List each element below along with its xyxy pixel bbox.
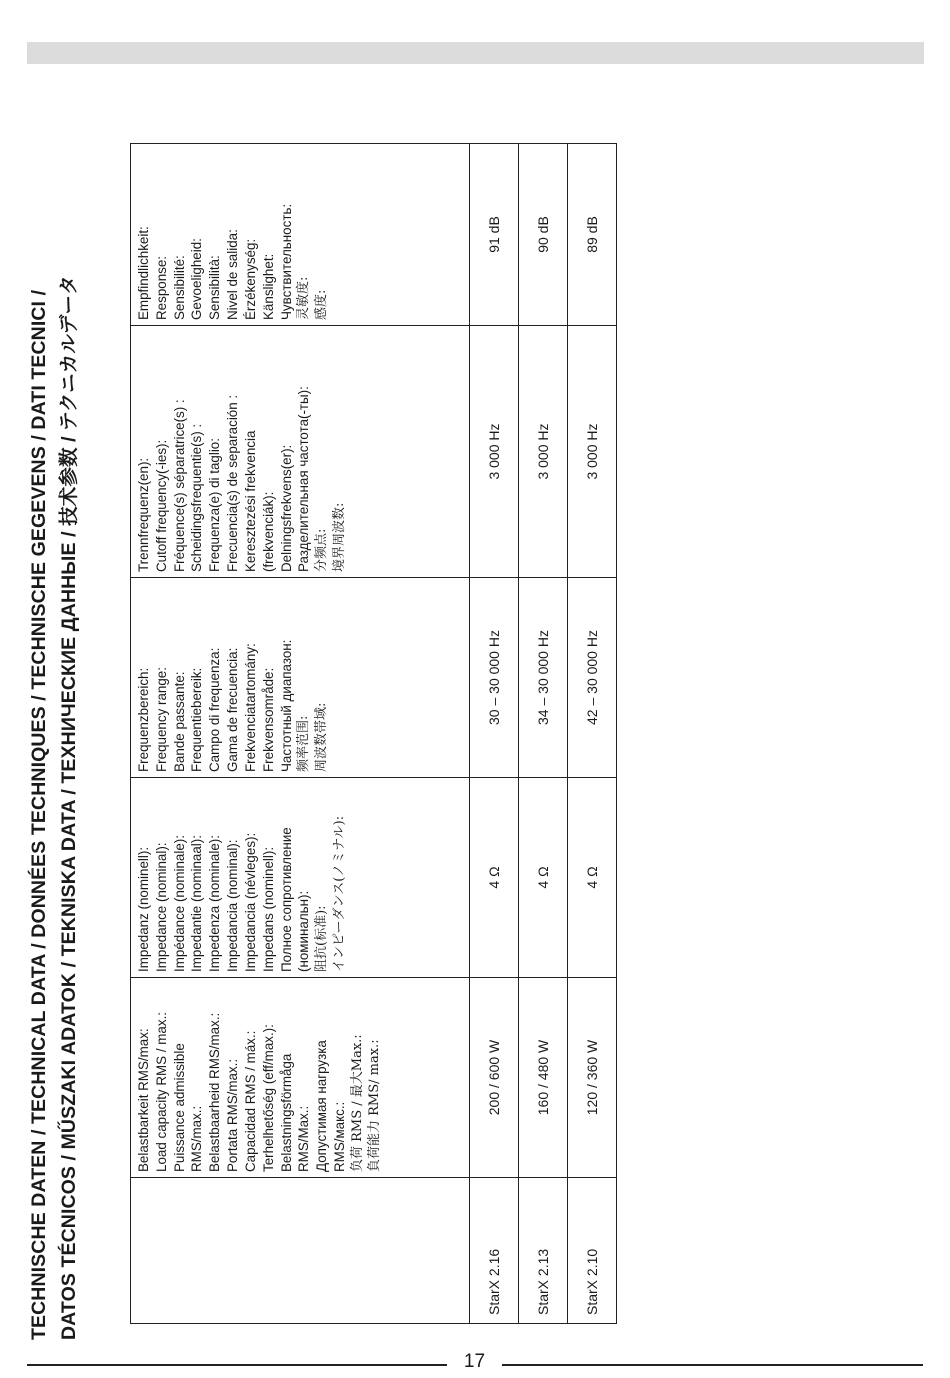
impedance-cell: 4 Ω (568, 778, 617, 978)
table-row (519, 144, 568, 1324)
header-line: Känslighet: (260, 253, 276, 320)
header-line: Cutoff frequency(-ies): (153, 439, 169, 572)
sensitivity-cell: 91 dB (470, 144, 519, 326)
header-line: RMS/макс.: (332, 1101, 348, 1172)
header-line: 境界周波数: (331, 502, 347, 572)
header-line: Load capacity RMS / max.: (153, 1011, 169, 1172)
header-line: Terhelhetőség (eff/max.): (260, 1024, 276, 1172)
header-cell-power (131, 978, 470, 1178)
header-line: Bande passante: (171, 671, 187, 772)
table-row (470, 144, 519, 1324)
header-line: 频率范围: (296, 715, 312, 772)
header-line: Frecuencia(s) de separación : (225, 394, 241, 572)
header-cell-sensitivity (131, 144, 470, 326)
header-line: Frequenzbereich: (136, 667, 151, 772)
header-line: Keresztezési frekvencia (242, 430, 258, 572)
crossover-cell: 3 000 Hz (519, 326, 568, 578)
crossover-cell: 3 000 Hz (568, 326, 617, 578)
header-line: Частотный диапазон: (278, 639, 294, 772)
header-line: 感度: (313, 289, 329, 320)
header-line: 分频点: (314, 528, 330, 572)
power-cell: 160 / 480 W (519, 978, 568, 1178)
table-row (568, 144, 617, 1324)
header-line: Capacidad RMS / máx.: (242, 1030, 258, 1172)
page-number: 17 (463, 1351, 486, 1372)
header-line: Delningsfrekvens(er): (278, 444, 294, 572)
header-line: Response: (153, 255, 169, 320)
model-cell: StarX 2.16 (470, 1178, 519, 1324)
header-cell-frequency-range (131, 578, 470, 778)
header-line: Разделительная частота(-ты): (296, 386, 312, 572)
header-line: Empfindlichkeit: (136, 226, 151, 320)
header-line: Impedans (nominell): (260, 846, 276, 972)
header-line: Frequenza(e) di taglio: (207, 438, 223, 572)
header-cell-empty (131, 1178, 470, 1324)
model-cell: StarX 2.13 (519, 1178, 568, 1324)
header-line: Frekvenciatartomány: (242, 643, 258, 772)
frequency-range-cell: 42 – 30 000 Hz (568, 578, 617, 778)
frequency-range-cell: 30 – 30 000 Hz (470, 578, 519, 778)
page-title-line-1: TECHNISCHE DATEN / TECHNICAL DATA / DONNÉES TECHNIQUES / TECHNISCHE GEGEVENS / DATI TECNICI / (28, 289, 50, 1340)
header-line: Scheidingsfrequentie(s) : (189, 423, 205, 572)
header-line: Полное сопротивление (278, 827, 294, 972)
header-line: Impedenza (nominale): (207, 835, 223, 972)
page-title-line-2: DATOS TÉCNICOS / MŰSZAKI ADATOK / TEKNISKA DATA / ТЕХНИЧЕСКИЕ ДАННЫЕ / 技术参数 / テクニカルデータ (58, 275, 80, 1340)
header-line: 負荷能力 RMS/ max.: (367, 1039, 383, 1172)
header-line: Gevoeligheid: (189, 238, 205, 320)
header-line: 阻抗(标准): (314, 905, 330, 972)
technical-data-table (130, 143, 617, 1324)
header-line: Érzékenység: (242, 238, 258, 320)
header-line: Impedance (nominal): (153, 842, 169, 972)
power-cell: 200 / 600 W (470, 978, 519, 1178)
header-line: Belastbaarheid RMS/max.: (207, 1012, 223, 1172)
header-line: Campo di frequenza: (207, 647, 223, 772)
header-line: Чувствительность: (278, 203, 294, 320)
header-line: Belastningsförmåga (278, 1053, 294, 1172)
header-line: 负荷 RMS / 最大Max.: (349, 1034, 365, 1172)
header-line: Nivel de salida: (225, 229, 241, 320)
header-line: RMS/Max.: (296, 1105, 312, 1172)
header-line: Trennfrequenz(en): (136, 457, 151, 572)
power-cell: 120 / 360 W (568, 978, 617, 1178)
rotated-spec-sheet (0, 140, 600, 1340)
header-line: Belastbarkeit RMS/max: (136, 1028, 151, 1172)
sensitivity-cell: 90 dB (519, 144, 568, 326)
header-line: Frequency range: (153, 667, 169, 772)
header-line: Impedancia (névleges): (242, 832, 258, 972)
header-line: 周波数帯域: (313, 702, 329, 772)
top-gray-band (27, 42, 924, 64)
impedance-cell: 4 Ω (519, 778, 568, 978)
header-line: Sensibilità: (207, 255, 223, 320)
table-header-row (131, 144, 470, 1324)
header-line: インピーダンス(ノミナル): (331, 815, 347, 972)
header-line: 灵敏度: (296, 276, 312, 320)
header-line: RMS/max.: (189, 1105, 205, 1172)
sensitivity-cell: 89 dB (568, 144, 617, 326)
header-cell-impedance (131, 778, 470, 978)
header-line: Frequentiebereik: (189, 667, 205, 772)
impedance-cell: 4 Ω (470, 778, 519, 978)
header-line: Impedanz (nominell): (136, 846, 151, 972)
header-cell-crossover (131, 326, 470, 578)
header-line: (номинальн): (296, 890, 312, 972)
header-line: Fréquence(s) séparatrice(s) : (171, 399, 187, 572)
header-line: Puissance admissible (171, 1043, 187, 1172)
model-cell: StarX 2.10 (568, 1178, 617, 1324)
header-line: Portata RMS/max.: (225, 1058, 241, 1172)
header-line: Impedancia (nominal): (225, 839, 241, 972)
header-line: Impédance (nominale): (171, 835, 187, 972)
footer-rule-left (27, 1364, 447, 1366)
footer-rule-right (502, 1364, 923, 1366)
header-line: Impedantie (nominaal): (189, 835, 205, 972)
crossover-cell: 3 000 Hz (470, 326, 519, 578)
header-line: (frekvenciák): (260, 491, 276, 572)
header-line: Допустимая нагрузка (314, 1040, 330, 1172)
frequency-range-cell: 34 – 30 000 Hz (519, 578, 568, 778)
header-line: Frekvensområde: (260, 667, 276, 772)
header-line: Gama de frecuencia: (225, 647, 241, 772)
header-line: Sensibilité: (171, 255, 187, 320)
